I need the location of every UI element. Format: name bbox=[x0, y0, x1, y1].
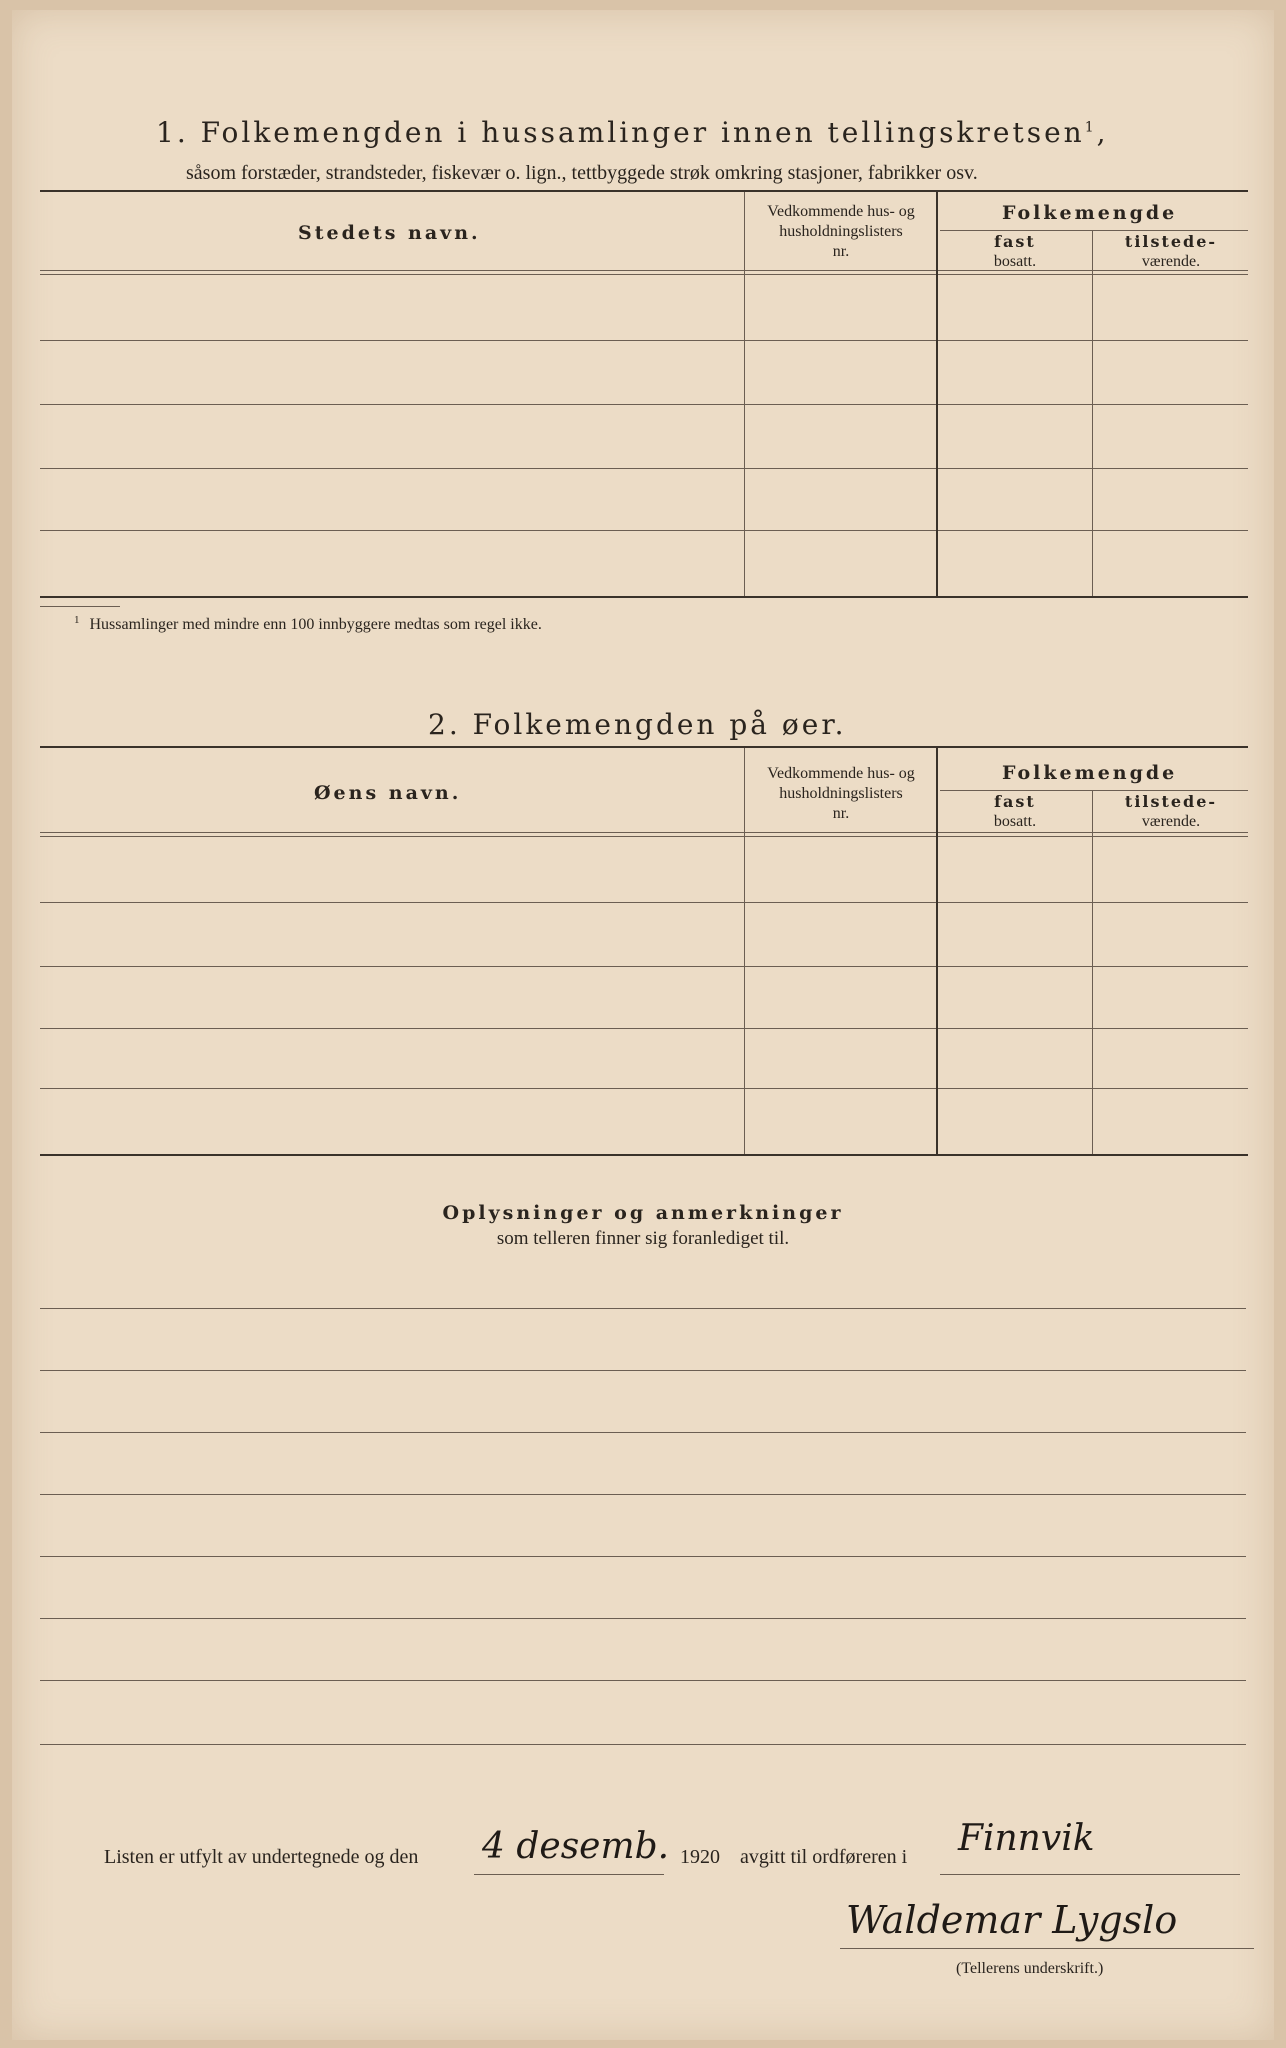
table1-col-list-header bbox=[748, 202, 934, 262]
table1-col-list-line2: husholdningslisters bbox=[779, 223, 903, 240]
table1-col-tilst-line1: tilstede- bbox=[1124, 232, 1218, 251]
table1-col-fast-header bbox=[940, 232, 1090, 272]
table1-header-rule-2 bbox=[40, 274, 1248, 275]
footnote bbox=[74, 614, 542, 634]
table2-col-fast-header bbox=[940, 792, 1090, 832]
table2-pop-subrule bbox=[940, 790, 1248, 791]
table1-col-tilst-header bbox=[1096, 232, 1246, 272]
table2-row-rule bbox=[40, 902, 1248, 903]
table2-col-list-line1: Vedkommende hus- og bbox=[767, 765, 915, 782]
table2-col-list-line3: nr. bbox=[832, 805, 850, 822]
table1-row-rule bbox=[40, 404, 1248, 405]
remarks-subtitle: som telleren finner sig foranlediget til. bbox=[496, 1228, 790, 1249]
document-page bbox=[12, 10, 1274, 2040]
table2-col-name-header: Øens navn. bbox=[314, 782, 462, 804]
remarks-line bbox=[40, 1618, 1246, 1619]
table1-col-name-header: Stedets navn. bbox=[298, 222, 481, 244]
footnote-text: Hussamlinger med mindre enn 100 innbyggere medtas som regel ikke. bbox=[89, 616, 542, 634]
table2-col-divider bbox=[1092, 790, 1093, 1154]
remarks-line bbox=[40, 1494, 1246, 1495]
table1-row-rule bbox=[40, 468, 1248, 469]
table2-bottom-rule bbox=[40, 1154, 1248, 1156]
section1-title-footnote-mark: 1 bbox=[1084, 119, 1097, 136]
table2-col-tilst-line1: tilstede- bbox=[1124, 792, 1218, 811]
table2-row-rule bbox=[40, 966, 1248, 967]
table2-col-tilst-line2: værende. bbox=[1141, 813, 1201, 830]
table1-col-tilst-line2: værende. bbox=[1141, 253, 1201, 270]
footnote-mark: 1 bbox=[74, 614, 80, 626]
table2-col-divider bbox=[744, 748, 745, 1154]
remarks-title: Oplysninger og anmerkninger bbox=[442, 1202, 844, 1224]
remarks-line bbox=[40, 1680, 1246, 1681]
table2-col-pop-header: Folkemengde bbox=[1002, 762, 1178, 784]
table2-col-list-header bbox=[748, 764, 934, 824]
remarks-line bbox=[40, 1370, 1246, 1371]
handwritten-signature: Waldemar Lygslo bbox=[846, 1898, 1178, 1942]
table1-col-fast-line2: bosatt. bbox=[993, 253, 1037, 270]
remarks-line bbox=[40, 1744, 1246, 1745]
signature-middle: avgitt til ordføreren i bbox=[740, 1846, 908, 1868]
table2-header-rule bbox=[40, 832, 1248, 833]
table2-col-fast-line2: bosatt. bbox=[993, 813, 1037, 830]
handwritten-date: 4 desemb. bbox=[482, 1826, 670, 1867]
remarks-line bbox=[40, 1308, 1246, 1309]
table1-row-rule bbox=[40, 340, 1248, 341]
table1-col-divider bbox=[1092, 230, 1093, 596]
signature-prefix: Listen er utfylt av undertegnede og den bbox=[104, 1846, 419, 1868]
table2-row-rule bbox=[40, 1028, 1248, 1029]
section1-title: 1. Folkemengden i hussamlinger innen tellingskretsen$^1$, bbox=[156, 116, 1109, 149]
table2-col-tilst-header bbox=[1096, 792, 1246, 832]
table2-col-list-line2: husholdningslisters bbox=[779, 785, 903, 802]
signature-caption: (Tellerens underskrift.) bbox=[956, 1960, 1104, 1977]
table1-top-rule bbox=[40, 190, 1248, 192]
section2-title: 2. Folkemengden på øer. bbox=[428, 708, 847, 741]
table1-col-list-line3: nr. bbox=[832, 243, 850, 260]
place-underline bbox=[940, 1874, 1240, 1875]
table1-row-rule bbox=[40, 530, 1248, 531]
table2-col-fast-line1: fast bbox=[994, 792, 1036, 811]
remarks-line bbox=[40, 1556, 1246, 1557]
table2-col-divider bbox=[936, 748, 938, 1154]
remarks-line bbox=[40, 1432, 1246, 1433]
signature-underline bbox=[840, 1948, 1254, 1949]
table1-col-list-line1: Vedkommende hus- og bbox=[767, 203, 915, 220]
table2-header-rule-2 bbox=[40, 836, 1248, 837]
table2-top-rule bbox=[40, 746, 1248, 748]
handwritten-place: Finnvik bbox=[958, 1818, 1095, 1859]
table1-col-divider bbox=[744, 192, 745, 596]
table1-bottom-rule bbox=[40, 596, 1248, 598]
table1-col-divider bbox=[936, 192, 938, 596]
table2-row-rule bbox=[40, 1088, 1248, 1089]
signature-year: 1920 bbox=[680, 1846, 720, 1868]
footnote-rule bbox=[40, 606, 120, 607]
table1-pop-subrule bbox=[940, 230, 1248, 231]
table1-col-fast-line1: fast bbox=[994, 232, 1036, 251]
section1-subtitle: såsom forstæder, strandsteder, fiskevær o. lign., tettbyggede strøk omkring stasjoner, fabrikker osv. bbox=[186, 162, 978, 184]
section1-title-text: 1. Folkemengden i hussamlinger innen tellingskretsen bbox=[156, 116, 1085, 149]
date-underline bbox=[474, 1874, 664, 1875]
table1-col-pop-header: Folkemengde bbox=[1002, 202, 1178, 224]
